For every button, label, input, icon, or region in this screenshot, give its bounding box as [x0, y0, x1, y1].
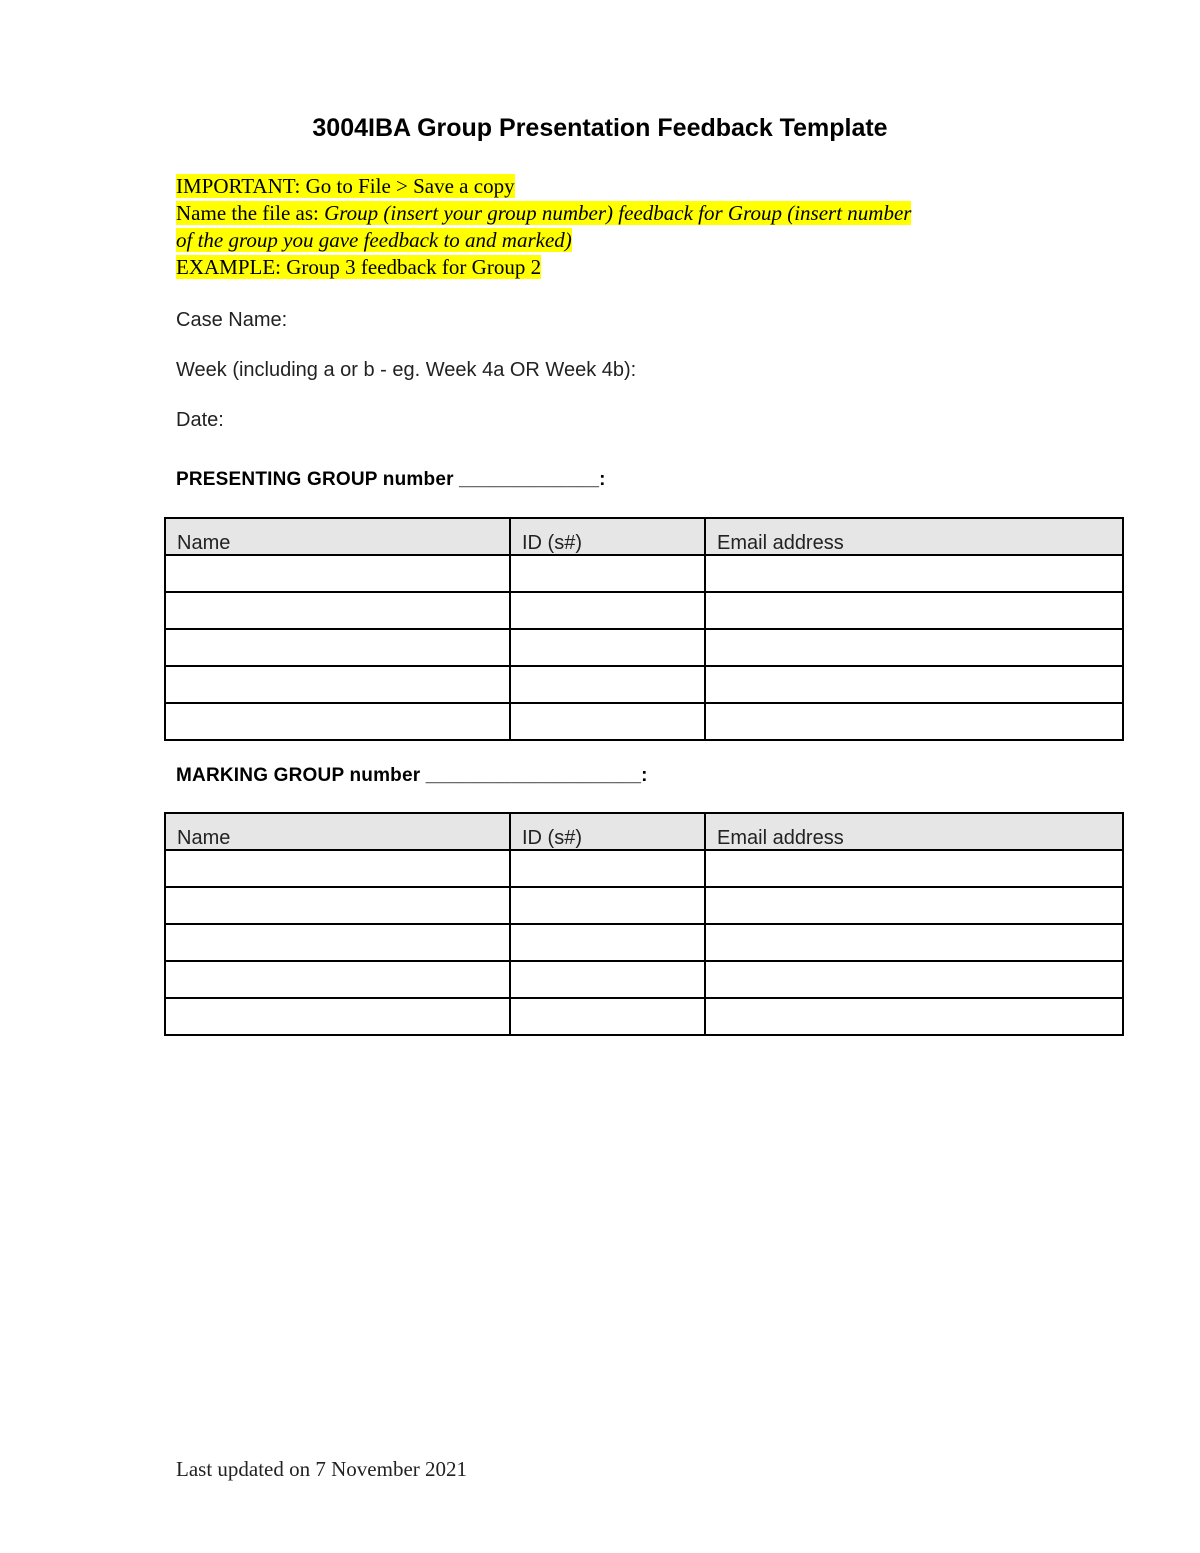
instruction-example: EXAMPLE: Group 3 feedback for Group 2	[176, 255, 542, 279]
email-cell[interactable]	[705, 887, 1123, 924]
save-instructions	[176, 173, 1016, 281]
id-cell[interactable]	[510, 961, 705, 998]
table-row	[165, 629, 1123, 666]
name-cell[interactable]	[165, 629, 510, 666]
id-cell[interactable]	[510, 887, 705, 924]
column-header-email: Email address	[705, 813, 1123, 850]
last-updated-note: Last updated on 7 November 2021	[176, 1457, 468, 1481]
name-cell[interactable]	[165, 850, 510, 887]
column-header-id: ID (s#)	[510, 813, 705, 850]
id-cell[interactable]	[510, 629, 705, 666]
id-cell[interactable]	[510, 924, 705, 961]
table-row	[165, 850, 1123, 887]
instruction-naming-pattern-cont: of the group you gave feedback to and marked)	[176, 228, 572, 252]
name-cell[interactable]	[165, 703, 510, 740]
marking-group-table	[164, 812, 1124, 1036]
instruction-naming-pattern: Group (insert your group number) feedback for Group (insert number	[324, 201, 912, 225]
table-row	[165, 703, 1123, 740]
instruction-save-copy: IMPORTANT: Go to File > Save a copy	[176, 174, 515, 198]
table-header-row	[165, 813, 1123, 850]
table-row	[165, 666, 1123, 703]
marking-group-heading: MARKING GROUP number ____________________:	[176, 765, 648, 786]
table-row	[165, 998, 1123, 1035]
table-row	[165, 924, 1123, 961]
week-label: Week (including a or b - eg. Week 4a OR Week 4b):	[176, 359, 637, 381]
name-cell[interactable]	[165, 887, 510, 924]
document-title: 3004IBA Group Presentation Feedback Template	[312, 114, 888, 142]
name-cell[interactable]	[165, 666, 510, 703]
table-header-row	[165, 518, 1123, 555]
email-cell[interactable]	[705, 961, 1123, 998]
email-cell[interactable]	[705, 592, 1123, 629]
presenting-group-heading: PRESENTING GROUP number _____________:	[176, 469, 606, 490]
case-name-label: Case Name:	[176, 309, 288, 331]
column-header-name: Name	[165, 813, 510, 850]
column-header-name: Name	[165, 518, 510, 555]
table-row	[165, 887, 1123, 924]
name-cell[interactable]	[165, 924, 510, 961]
email-cell[interactable]	[705, 998, 1123, 1035]
name-cell[interactable]	[165, 998, 510, 1035]
id-cell[interactable]	[510, 850, 705, 887]
table-row	[165, 592, 1123, 629]
email-cell[interactable]	[705, 629, 1123, 666]
date-label: Date:	[176, 409, 224, 431]
table-row	[165, 555, 1123, 592]
instruction-naming-prefix: Name the file as:	[176, 201, 325, 225]
presenting-group-table	[164, 517, 1124, 741]
id-cell[interactable]	[510, 998, 705, 1035]
email-cell[interactable]	[705, 924, 1123, 961]
email-cell[interactable]	[705, 703, 1123, 740]
email-cell[interactable]	[705, 850, 1123, 887]
email-cell[interactable]	[705, 555, 1123, 592]
name-cell[interactable]	[165, 592, 510, 629]
id-cell[interactable]	[510, 555, 705, 592]
id-cell[interactable]	[510, 592, 705, 629]
name-cell[interactable]	[165, 555, 510, 592]
table-row	[165, 961, 1123, 998]
name-cell[interactable]	[165, 961, 510, 998]
column-header-id: ID (s#)	[510, 518, 705, 555]
email-cell[interactable]	[705, 666, 1123, 703]
id-cell[interactable]	[510, 666, 705, 703]
id-cell[interactable]	[510, 703, 705, 740]
column-header-email: Email address	[705, 518, 1123, 555]
